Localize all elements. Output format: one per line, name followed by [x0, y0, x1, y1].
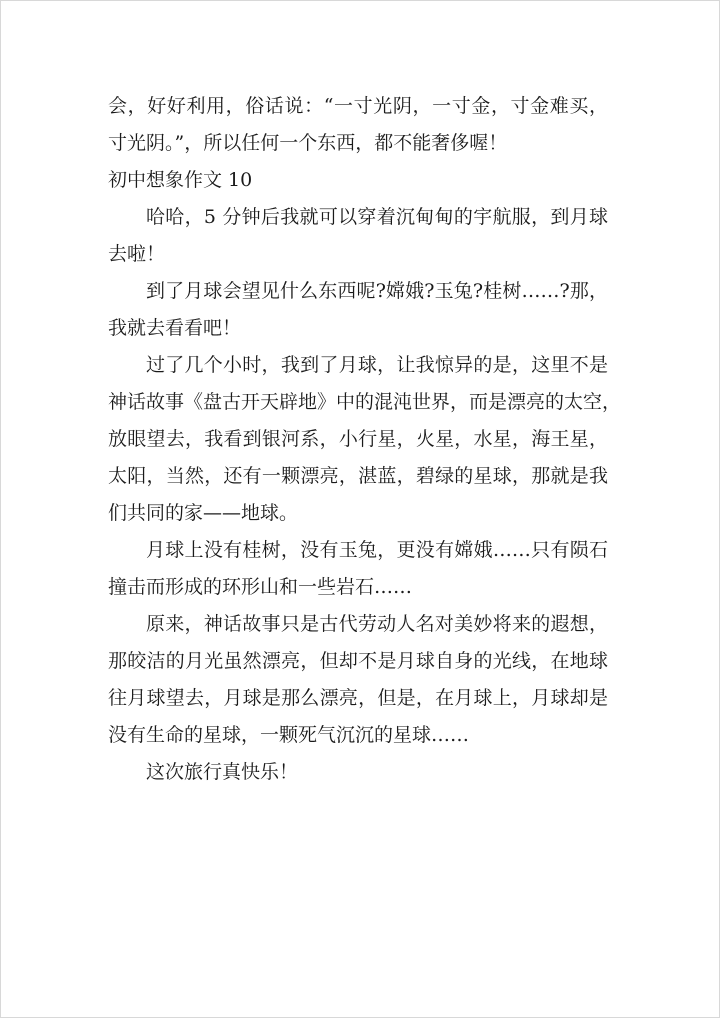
paragraph-4-line-1: 月球上没有桂树，没有玉兔，更没有嫦娥……只有陨石: [146, 539, 608, 561]
paragraph-5-line-4: 没有生命的星球，一颗死气沉沉的星球……: [108, 724, 470, 746]
document-body: [108, 88, 622, 791]
paragraph-1-line-2: 去啦！: [108, 243, 166, 265]
text-line-2: 寸光阴。”，所以任何一个东西，都不能奢侈喔！: [108, 132, 508, 154]
paragraph-5-line-3: 往月球望去，月球是那么漂亮，但是，在月球上，月球却是: [108, 687, 608, 709]
paragraph-3-line-2: 神话故事《盘古开天辟地》中的混沌世界，而是漂亮的太空，: [108, 391, 622, 413]
paragraph-5-line-1: 原来，神话故事只是古代劳动人名对美妙将来的遐想，: [146, 613, 608, 635]
paragraph-4-line-2: 撞击而形成的环形山和一些岩石……: [108, 576, 413, 598]
paragraph-1-line-1: 哈哈，5 分钟后我就可以穿着沉甸甸的宇航服，到月球: [146, 206, 608, 228]
paragraph-3-line-4: 太阳，当然，还有一颗漂亮，湛蓝，碧绿的星球，那就是我: [108, 465, 608, 487]
paragraph-2-line-1: 到了月球会望见什么东西呢?嫦娥?玉兔?桂树……?那，: [146, 280, 608, 302]
paragraph-3-line-1: 过了几个小时，我到了月球，让我惊异的是，这里不是: [146, 354, 608, 376]
text-line-1: 会，好好利用，俗话说：“一寸光阴，一寸金，寸金难买，: [108, 95, 608, 117]
paragraph-2-line-2: 我就去看看吧！: [108, 317, 242, 339]
section-heading: 初中想象作文 10: [108, 169, 253, 191]
paragraph-3-line-3: 放眼望去，我看到银河系，小行星，火星，水星，海王星，: [108, 428, 608, 450]
paragraph-3-line-5: 们共同的家——地球。: [108, 502, 299, 524]
paragraph-5-line-2: 那皎洁的月光虽然漂亮，但却不是月球自身的光线，在地球: [108, 650, 608, 672]
paragraph-6-line-1: 这次旅行真快乐！: [146, 761, 299, 783]
